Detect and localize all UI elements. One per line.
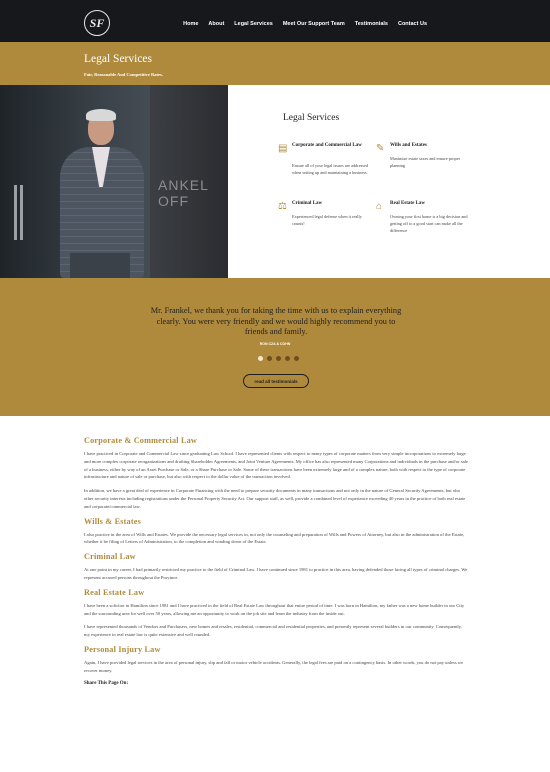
section-paragraph: I have been a solicitor in Hamilton since 1981 and I have practiced in the field of Real Estate Law throughout that entire period of time. I was born in Hamilton, my father was a new home builder in our City and the surrounding area for well over 50 years, allowing me an opportunity to work on the job site and learn the industry from the inside out. xyxy=(84,602,465,616)
nav-home[interactable]: Home xyxy=(183,21,199,27)
carousel-dot[interactable] xyxy=(294,356,299,361)
firm-monogram-icon[interactable]: SF xyxy=(84,10,110,36)
door-handle xyxy=(14,185,17,240)
section-wills xyxy=(84,517,468,547)
door-handle xyxy=(20,185,23,240)
service-desc: Experienced legal defense when it really counts! xyxy=(292,214,362,226)
section-real-estate xyxy=(84,588,468,639)
lawyer-photo xyxy=(0,85,228,278)
page-title: Legal Services xyxy=(84,53,153,65)
house-document-icon: ⌂ xyxy=(376,201,383,212)
testimonial-section xyxy=(0,278,550,416)
section-heading: Personal Injury Law xyxy=(84,644,161,654)
nav-about[interactable]: About xyxy=(208,21,225,27)
service-title: Corporate and Commercial Law xyxy=(292,143,362,148)
section-heading: Real Estate Law xyxy=(84,587,145,597)
services-heading: Legal Services xyxy=(283,113,340,123)
section-paragraph: I have represented thousands of Vendors and Purchasers, new homes and resales, residential, commercial and residential properties, and presently represent several builders in our community. Consequently, my experience in real estate law is quite extensive and well rounded. xyxy=(84,624,462,638)
section-paragraph: At one point in my career, I had primarily restricted my practice to the field of Criminal Law. I have continued since 1981 to practice in this area, having defended those facing all types of criminal charges. We represent accused persons throughout the Province. xyxy=(84,567,468,580)
door-lettering: ANKEL OFF xyxy=(158,177,209,209)
nav-support-team[interactable]: Meet Our Support Team xyxy=(282,21,345,27)
scales-icon: ⚖ xyxy=(278,201,287,212)
carousel-dot[interactable] xyxy=(285,356,290,361)
read-all-testimonials-button[interactable]: read all testimonials xyxy=(243,374,309,388)
section-heading: Wills & Estates xyxy=(84,516,141,526)
hero-banner xyxy=(0,42,550,85)
nav-contact[interactable]: Contact Us xyxy=(397,21,427,27)
page-subtitle: Fair, Reasonable And Competitive Rates. xyxy=(84,72,163,77)
section-criminal xyxy=(84,552,468,582)
carousel-dot[interactable] xyxy=(276,356,281,361)
carousel-dots xyxy=(258,356,299,361)
main-nav xyxy=(183,21,427,27)
section-personal-injury xyxy=(84,645,468,675)
main-content xyxy=(84,436,468,686)
section-paragraph: I have practiced in Corporate and Commercial Law since graduating Law School. I have represented clients with respect to many types of corporate matters from very simple incorporations to extremely large and more complex corporate reorganizations and drafting Shareholder Agreements, and Joint Venture Agreements. My office has also represented many Corporations and individuals in the purchase and/or sale of a business, either by way of an Asset Purchase or Sale, or a Share Purchase or Sale. Some of these transactions have been extremely large and of a complex nature, both with respect to the type of corporate infrastructure and nature of sale or purchase, but also with respect to the dollar value of the transaction involved. xyxy=(84,451,468,480)
testimonial-author: RON CZA & COHN xyxy=(259,342,291,346)
service-title: Criminal Law xyxy=(292,201,323,206)
top-navbar xyxy=(0,0,550,42)
carousel-dot[interactable] xyxy=(258,356,263,361)
service-title: Real Estate Law xyxy=(390,201,425,206)
section-paragraph: I also practice in the area of Wills and Estates. We provide the necessary legal services in, not only the counseling and preparation of Wills and Powers of Attorney, but also in the administration of the Estate, whether it be filing of Letters of Administration, to the completion and winding down of the Estate. xyxy=(84,531,465,545)
share-label: Share This Page On: xyxy=(84,680,129,686)
section-corporate xyxy=(84,436,468,511)
carousel-dot[interactable] xyxy=(267,356,272,361)
section-heading: Criminal Law xyxy=(84,552,136,562)
lawyer-legs xyxy=(70,253,130,278)
service-desc: Owning your first home is a big decision and getting off to a good start can make all the difference xyxy=(390,214,468,233)
document-icon: ▤ xyxy=(278,143,288,154)
nav-testimonials[interactable]: Testimonials xyxy=(354,21,388,27)
service-desc: Maximize estate taxes and ensure proper planning xyxy=(390,156,461,168)
service-title: Wills and Estates xyxy=(390,143,427,148)
services-panel xyxy=(228,85,550,278)
nav-legal-services[interactable]: Legal Services xyxy=(234,21,273,27)
section-heading: Corporate & Commercial Law xyxy=(84,436,198,445)
section-paragraph: In addition, we have a great deal of experience in Corporate Financing with the need to prepare security documents in many transactions and not only in the nature of General Security Agreements, but also other security interests including registrations under the Personal Property Security Act. Our support staff, as well, provide a combined level of experience exceeding 40 years in the practice of both real estate and corporate/commercial law. xyxy=(84,488,466,509)
testimonial-quote: Mr. Frankel, we thank you for taking the time with us to explain everything clearly. You were very friendly and we would highly recommend you to friends and family. xyxy=(150,306,402,336)
section-paragraph: Again, I have provided legal services in the area of personal injury, slip and fall or motor vehicle accidents. Generally, the legal fees are paid on a contingency basis. In other words, you do not pay unless we recover money. xyxy=(84,659,464,673)
lawyer-hair xyxy=(86,109,116,121)
service-desc: Ensure all of your legal issues are addressed when setting up and maintaining a business. xyxy=(292,163,369,175)
pen-icon: ✎ xyxy=(376,143,385,154)
